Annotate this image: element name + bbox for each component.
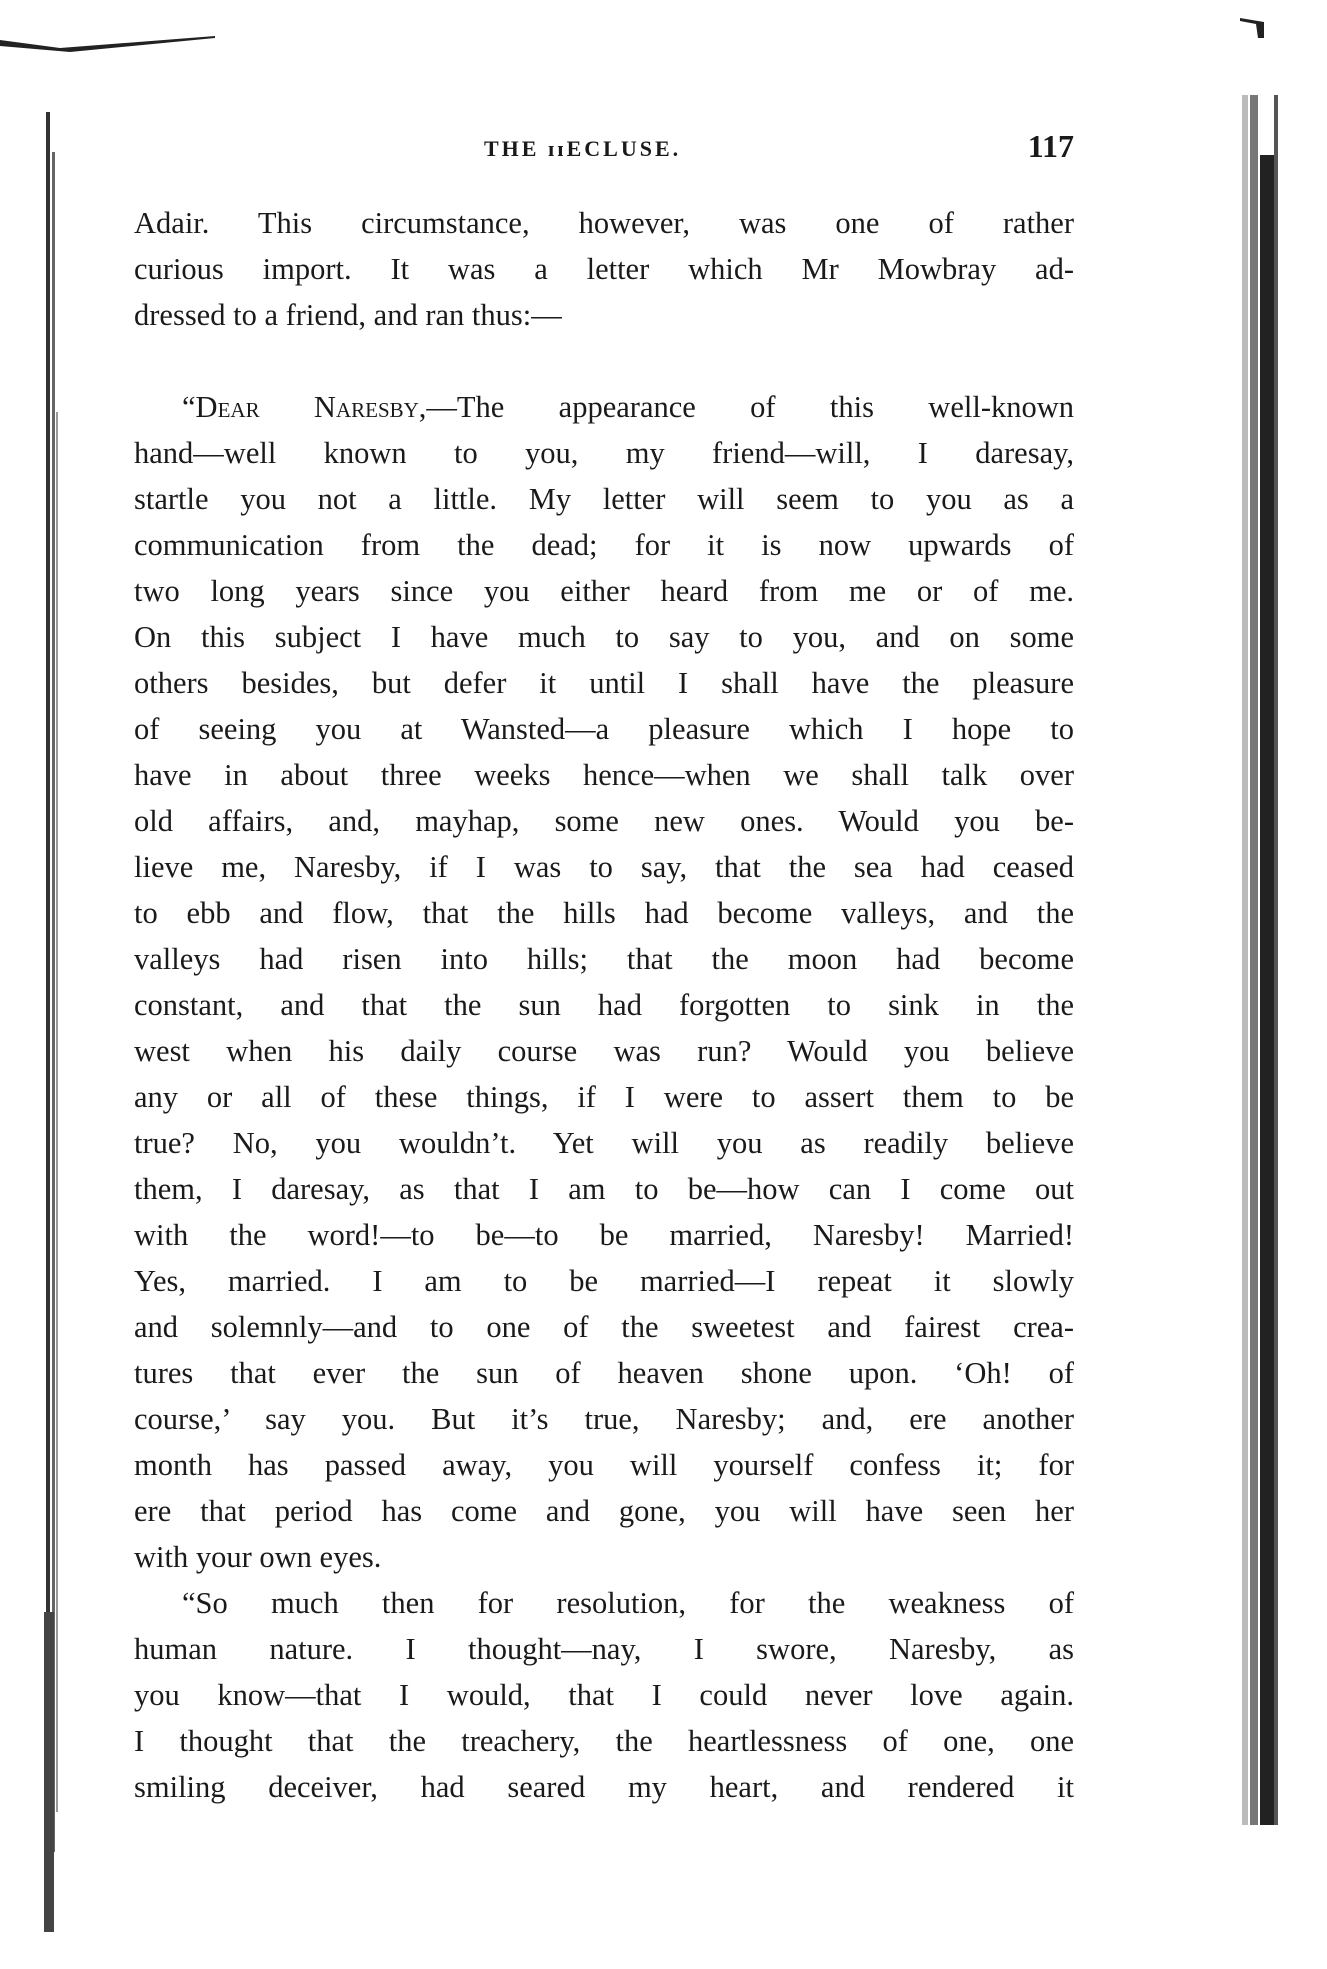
text-line: them, I daresay, as that I am to be—how can I come out <box>134 1172 1074 1206</box>
letter-opening-text: —The appearance of this well-known <box>426 390 1074 424</box>
text-line: curious import. It was a letter which Mr Mowbray ad- <box>134 252 1074 286</box>
running-title: THE ɪɪECLUSE. <box>484 136 682 161</box>
page-header <box>134 128 1074 168</box>
text-line: two long years since you either heard from me or of me. <box>134 574 1074 608</box>
text-line: west when his daily course was run? Would you believe <box>134 1034 1074 1068</box>
text-line: others besides, but defer it until I shall have the pleasure <box>134 666 1074 700</box>
text-line: dressed to a friend, and ran thus:— <box>134 298 562 332</box>
text-line: Adair. This circumstance, however, was one of rather <box>134 206 1074 240</box>
text-line: startle you not a little. My letter will seem to you as a <box>134 482 1074 516</box>
text-line: of seeing you at Wansted—a pleasure which I hope to <box>134 712 1074 746</box>
letter-opening-line <box>134 384 1074 430</box>
text-line: and solemnly—and to one of the sweetest and fairest crea- <box>134 1310 1074 1344</box>
text-line: true? No, you wouldn’t. Yet will you as readily believe <box>134 1126 1074 1160</box>
text-line: ere that period has come and gone, you will have seen her <box>134 1494 1074 1528</box>
text-line: communication from the dead; for it is now upwards of <box>134 528 1074 562</box>
text-line: to ebb and flow, that the hills had become valleys, and the <box>134 896 1074 930</box>
text-line: lieve me, Naresby, if I was to say, that the sea had ceased <box>134 850 1074 884</box>
text-line: with the word!—to be—to be married, Naresby! Married! <box>134 1218 1074 1252</box>
text-line: with your own eyes. <box>134 1540 382 1574</box>
text-line: constant, and that the sun had forgotten to sink in the <box>134 988 1074 1022</box>
text-line: tures that ever the sun of heaven shone upon. ‘Oh! of <box>134 1356 1074 1390</box>
text-line: valleys had risen into hills; that the moon had become <box>134 942 1074 976</box>
page-body <box>134 200 1074 1810</box>
letter-salutation: Dear Naresby, <box>195 390 427 424</box>
text-line: any or all of these things, if I were to assert them to be <box>134 1080 1074 1114</box>
text-line: course,’ say you. But it’s true, Naresby; and, ere another <box>134 1402 1074 1436</box>
text-line: have in about three weeks hence—when we shall talk over <box>134 758 1074 792</box>
text-line: you know—that I would, that I could never love again. <box>134 1678 1074 1712</box>
text-line: human nature. I thought—nay, I swore, Naresby, as <box>134 1632 1074 1666</box>
page-number: 117 <box>1027 128 1074 164</box>
scan-smudge-top-left <box>0 34 215 52</box>
page-binding-shadow-left <box>44 112 76 1932</box>
text-line: “So much then for resolution, for the weakness of <box>182 1586 1074 1620</box>
text-line: old affairs, and, mayhap, some new ones. Would you be- <box>134 804 1074 838</box>
text-line: On this subject I have much to say to you, and on some <box>134 620 1074 654</box>
scan-smudge-top-right <box>1240 18 1264 38</box>
text-line: Yes, married. I am to be married—I repeat it slowly <box>134 1264 1074 1298</box>
text-line: smiling deceiver, had seared my heart, and rendered it <box>134 1770 1074 1804</box>
text-line: month has passed away, you will yourself confess it; for <box>134 1448 1074 1482</box>
text-line: I thought that the treachery, the heartlessness of one, one <box>134 1724 1074 1758</box>
paragraph-gap <box>134 338 1074 384</box>
text-line: hand—well known to you, my friend—will, I daresay, <box>134 436 1074 470</box>
open-quote: “ <box>182 390 196 424</box>
page-binding-shadow-right <box>1232 95 1280 1825</box>
